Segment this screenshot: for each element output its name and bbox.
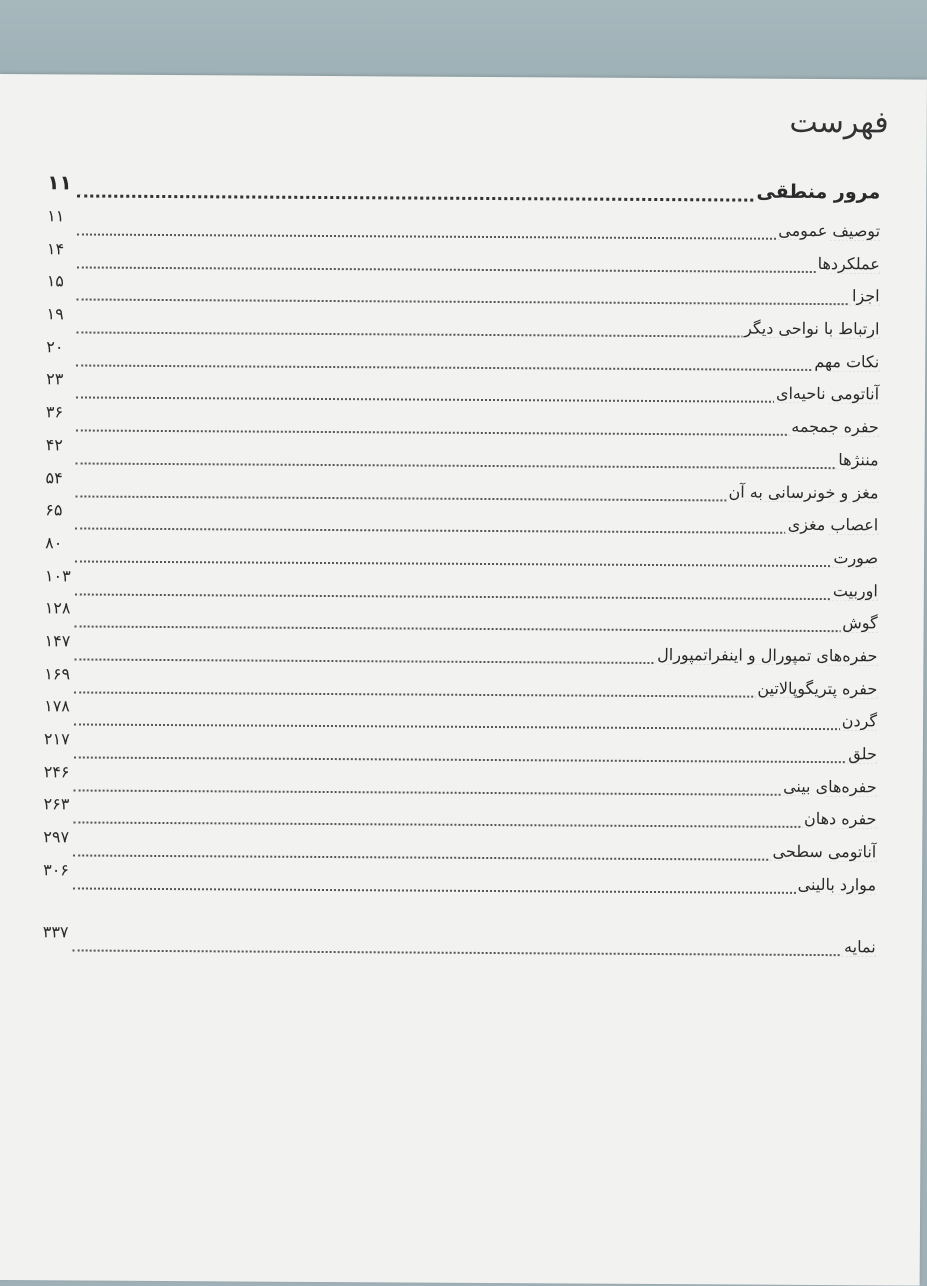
toc-chapter-row (47, 170, 881, 215)
toc-row (43, 827, 877, 869)
toc-entry-label: حلق (848, 744, 877, 764)
dot-leader (75, 606, 878, 633)
toc-entry-page: ۳۶ (45, 402, 64, 422)
toc-entry-page: ۲۱۷ (43, 729, 70, 749)
toc-entry-label: صورت (833, 547, 879, 568)
dot-leader (75, 573, 878, 600)
dot-leader (76, 410, 879, 437)
toc-row (45, 402, 879, 444)
toc-row (47, 206, 881, 248)
toc-entry-page: ۱۴۷ (44, 631, 71, 651)
dot-leader (74, 769, 877, 796)
table-of-contents (42, 170, 881, 964)
toc-row (44, 663, 878, 706)
toc-entry-page: ۵۴ (45, 467, 63, 487)
dot-leader (73, 835, 876, 862)
toc-index-page: ۳۳۷ (42, 922, 69, 942)
toc-entry-page: ۲۳ (46, 369, 64, 389)
toc-row (44, 696, 878, 739)
dot-leader (76, 442, 879, 469)
dot-leader (74, 736, 877, 763)
toc-entry-page: ۸۰ (45, 533, 63, 553)
toc-entry-page: ۱۴ (46, 238, 65, 259)
toc-entry-page: ۱۶۹ (44, 663, 71, 684)
toc-entry-label: گردن (841, 711, 878, 731)
toc-entry-label: موارد بالینی (797, 874, 877, 895)
toc-entry-page: ۳۰۶ (43, 860, 69, 880)
toc-row (43, 860, 877, 902)
toc-row (45, 500, 879, 542)
toc-entry-page: ۱۲۸ (44, 598, 71, 618)
toc-entry-label: نکات مهم (814, 351, 880, 372)
dot-leader (76, 377, 879, 404)
dot-leader (75, 540, 878, 567)
dot-leader (74, 704, 877, 731)
toc-entry-label: توصیف عمومی (778, 220, 881, 241)
toc-row (43, 794, 877, 837)
toc-row (44, 631, 878, 673)
toc-row (46, 337, 880, 379)
toc-entry-label: عملکردها (817, 253, 880, 274)
toc-entry-label: مننژها (838, 449, 879, 470)
dot-leader (76, 344, 879, 371)
toc-entry-page: ۱۵ (46, 271, 64, 291)
toc-entry-label: اعصاب مغزی (787, 515, 879, 535)
toc-entry-label: ارتباط با نواحی دیگر (744, 318, 880, 339)
toc-index-row (42, 922, 876, 965)
toc-entry-label: آناتومی سطحی (772, 841, 877, 862)
dot-leader (77, 213, 880, 240)
toc-chapter-label: مرور منطقی (756, 180, 881, 204)
toc-entry-label: آناتومی ناحیه‌ای (775, 384, 880, 404)
toc-entry-page: ۱۹ (46, 304, 64, 324)
toc-entry-label: حفره‌های بینی (783, 776, 877, 797)
dot-leader (73, 930, 876, 957)
page-title: فهرست (789, 104, 889, 141)
toc-entry-page: ۶۵ (45, 500, 63, 520)
toc-row (46, 304, 880, 346)
toc-entry-page: ۲۰ (46, 337, 64, 357)
toc-chapter-page: ۱۱ (47, 170, 72, 195)
dot-leader (77, 279, 880, 306)
toc-entry-label: گوش (842, 613, 878, 633)
toc-entry-page: ۴۲ (45, 435, 63, 455)
dot-leader (77, 246, 880, 273)
toc-entry-page: ۲۴۶ (43, 761, 70, 782)
dot-leader (75, 508, 878, 535)
toc-entry-label: اوربیت (832, 580, 878, 600)
toc-entry-label: حفره دهان (803, 809, 877, 829)
toc-entry-label: حفره‌های تمپورال و اینفراتمپورال (657, 644, 878, 666)
toc-entry-page: ۱۰۳ (44, 565, 71, 586)
document-page (0, 74, 927, 1286)
toc-row (45, 467, 879, 510)
toc-entry-label: اجزا (851, 286, 880, 306)
toc-entry-page: ۱۱ (47, 206, 65, 226)
toc-entry-page: ۲۶۳ (43, 794, 70, 814)
toc-index-label: نمایه (844, 937, 876, 957)
toc-row (43, 729, 877, 771)
toc-entry-label: حفره جمجمه (791, 416, 879, 437)
toc-entry-page: ۲۹۷ (43, 827, 70, 847)
dot-leader (73, 802, 876, 829)
toc-row (45, 533, 879, 575)
dot-leader (73, 867, 876, 894)
toc-entry-label: مغز و خونرسانی به آن (728, 481, 879, 502)
toc-entry-page: ۱۷۸ (44, 696, 70, 716)
toc-row (46, 369, 880, 412)
toc-entry-label: حفره پتریگوپالاتین (757, 678, 878, 698)
